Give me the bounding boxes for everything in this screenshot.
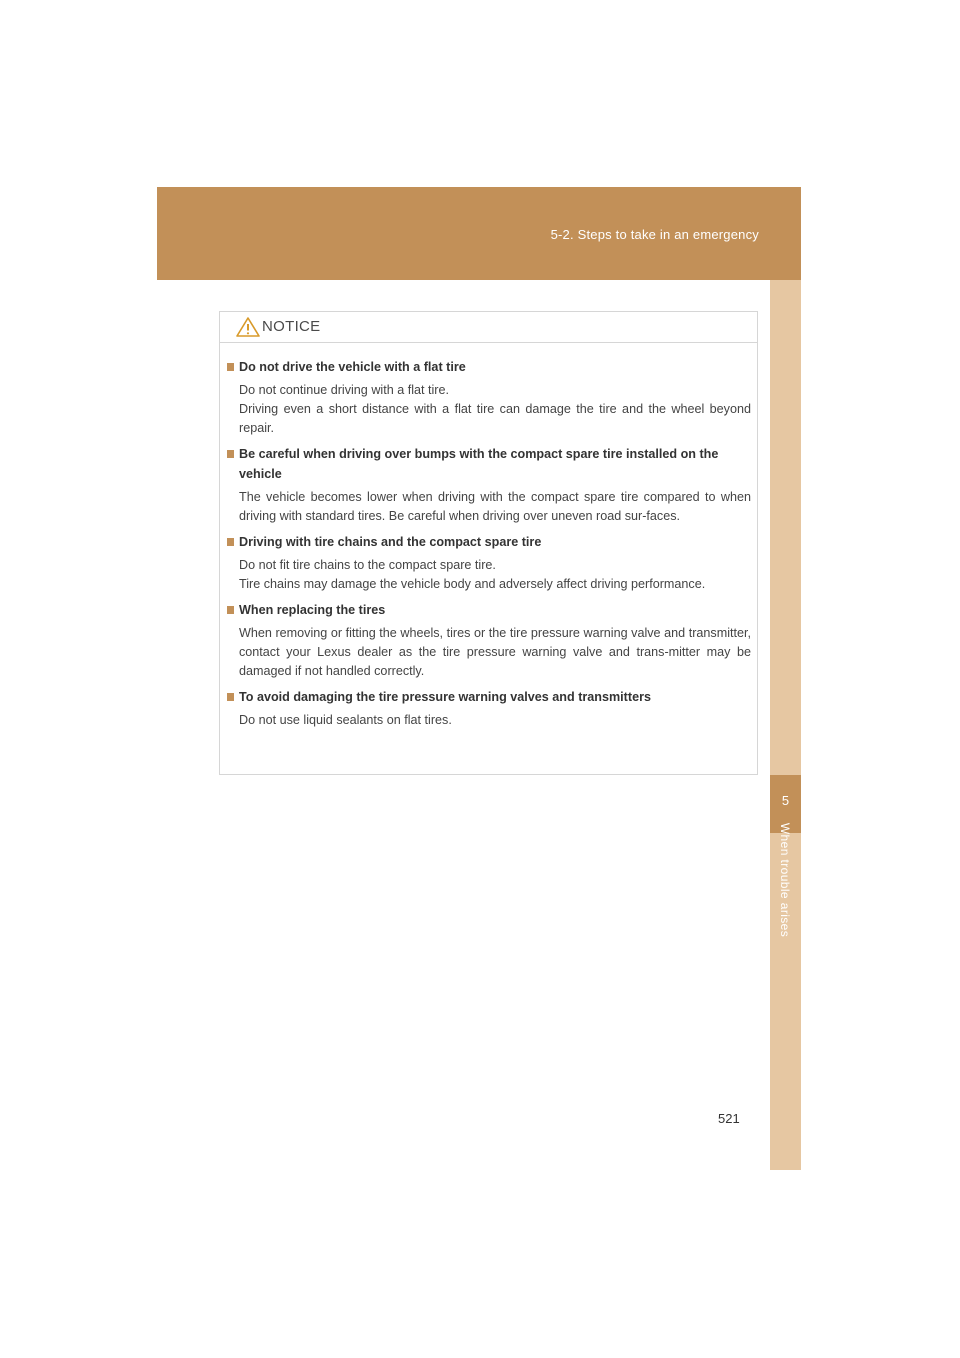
notice-item (227, 687, 751, 730)
notice-paragraph: When removing or fitting the wheels, tires or the tire pressure warning valve and transmitter, contact your Lexus dealer as the tire pressure warning valve and trans-mitter may be damaged if not handled correctly. (239, 626, 751, 678)
notice-item-heading (227, 532, 751, 552)
notice-item-body (227, 488, 751, 526)
page-number: 521 (718, 1111, 740, 1126)
notice-item-heading-text: To avoid damaging the tire pressure warning valves and transmitters (239, 690, 651, 704)
notice-item-body (227, 624, 751, 681)
square-bullet-icon (227, 363, 234, 371)
notice-body (220, 343, 757, 730)
notice-item-heading (227, 357, 751, 377)
notice-item-body (227, 381, 751, 438)
notice-box (219, 311, 758, 775)
notice-header (220, 312, 757, 343)
notice-paragraph: Driving even a short distance with a flat tire can damage the tire and the wheel beyond repair. (239, 402, 751, 435)
notice-paragraph: Tire chains may damage the vehicle body and adversely affect driving performance. (239, 577, 706, 591)
section-title: 5-2. Steps to take in an emergency (550, 227, 759, 242)
side-strip (770, 280, 801, 1170)
square-bullet-icon (227, 606, 234, 614)
notice-item-heading (227, 600, 751, 620)
notice-paragraph: The vehicle becomes lower when driving with the compact spare tire compared to when driving with standard tires. Be careful when driving over uneven road sur-faces. (239, 490, 751, 523)
notice-item-heading-text: Do not drive the vehicle with a flat tire (239, 360, 466, 374)
square-bullet-icon (227, 538, 234, 546)
notice-item-heading-text: Driving with tire chains and the compact spare tire (239, 535, 542, 549)
header-band (157, 187, 801, 280)
notice-item-heading-text: When replacing the tires (239, 603, 386, 617)
notice-item (227, 600, 751, 681)
notice-item (227, 444, 751, 526)
notice-item-body (227, 556, 751, 594)
notice-item (227, 357, 751, 438)
notice-paragraph: Do not use liquid sealants on flat tires. (239, 713, 452, 727)
notice-item-heading (227, 444, 751, 484)
chapter-number: 5 (781, 793, 790, 808)
square-bullet-icon (227, 450, 234, 458)
notice-title: NOTICE (262, 318, 321, 335)
notice-paragraph: Do not fit tire chains to the compact spare tire. (239, 558, 496, 572)
notice-item-heading-text: Be careful when driving over bumps with the compact spare tire installed on the vehicle (239, 447, 719, 481)
square-bullet-icon (227, 693, 234, 701)
notice-item (227, 532, 751, 594)
notice-item-heading (227, 687, 751, 707)
warning-triangle-icon (235, 316, 261, 338)
chapter-label: When trouble arises (778, 822, 792, 938)
notice-paragraph: Do not continue driving with a flat tire. (239, 383, 450, 397)
notice-item-body (227, 711, 751, 730)
